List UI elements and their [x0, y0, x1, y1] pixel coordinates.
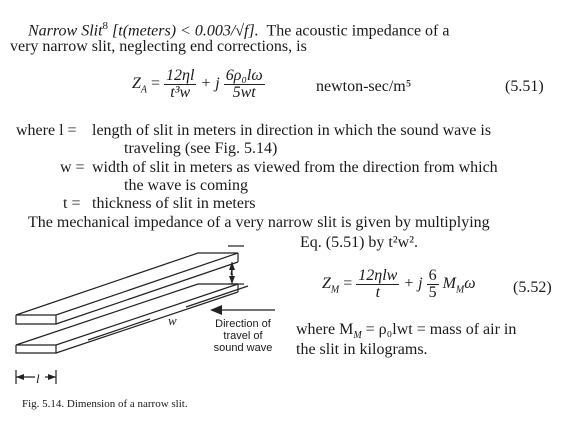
- where-m-line-2: the slit in kilograms.: [296, 341, 428, 358]
- where-m-rest: = ρ₀lwt = mass of air in: [365, 321, 517, 338]
- def-l-text-2: traveling (see Fig. 5.14): [124, 140, 278, 157]
- eq-lhs: Z: [132, 75, 141, 93]
- eq2-lhs: Z: [322, 275, 331, 293]
- eq2-tail-sub: M: [455, 284, 465, 296]
- eq2-tail: M: [442, 275, 456, 293]
- def-l-text-1: length of slit in meters in direction in which the sound wave is: [92, 122, 492, 139]
- equation-5-52: $Z_M$ = $\frac{\text{12ηlw}}{t}$ + j $\frac{6}{5}$ $M_M\omega$: [322, 267, 476, 301]
- def-l-symbol: where l =: [16, 122, 77, 139]
- fraction-4-num: 6: [428, 267, 437, 284]
- heading-line-2: very narrow slit, neglecting end corrections, is: [10, 38, 307, 55]
- direction-line-2: travel of: [223, 330, 263, 342]
- footnote-marker: 8: [102, 20, 109, 32]
- lower-plate-front: [16, 345, 56, 353]
- figure-caption: Fig. 5.14. Dimension of a narrow slit.: [22, 398, 188, 410]
- plus-j: + j: [200, 75, 220, 93]
- l-arrow-left: [16, 374, 24, 380]
- fraction-1-num: 12ηl: [166, 67, 195, 84]
- intro-text: The acoustic impedance of a: [266, 22, 450, 40]
- section-title: Narrow Slit: [28, 22, 103, 40]
- label-w: w: [168, 313, 177, 328]
- l-arrow-right: [48, 374, 56, 380]
- plus-j-2: + j: [403, 275, 423, 293]
- where-m-label: where M: [296, 321, 354, 338]
- def-w-symbol: w =: [60, 159, 85, 176]
- eq-lhs-sub: A: [140, 84, 148, 96]
- eq-number-5-51: (5.51): [505, 78, 544, 95]
- equation-5-51: $Z_A$ = $\frac{12\eta l}{\text{t³w}}$ + j $\frac{\text{6ρ₀lω}}{5wt}$: [132, 67, 263, 101]
- eq-number-5-52: (5.52): [513, 279, 552, 296]
- eq2-lhs-sub: M: [330, 284, 340, 296]
- def-t-symbol: t =: [63, 195, 81, 212]
- def-w-text-1: width of slit in meters as viewed from the direction from which: [92, 159, 498, 176]
- direction-line-3: sound wave: [213, 342, 273, 354]
- fraction-2-num: 6ρ₀lω: [225, 67, 263, 84]
- label-t: t: [230, 263, 234, 278]
- def-t-text: thickness of slit in meters: [92, 195, 256, 212]
- fraction-4-den: 5: [428, 284, 437, 301]
- eq2-tail-end: ω: [464, 275, 476, 293]
- mech-line-2: Eq. (5.51) by t²w².: [300, 234, 419, 251]
- fraction-1-den: t³w: [170, 84, 191, 101]
- condition: [t(meters) < 0.003/√f].: [112, 22, 259, 40]
- label-l: l: [36, 371, 40, 386]
- direction-line-1: Direction of: [215, 318, 271, 330]
- direction-arrow-head: [210, 305, 222, 315]
- fraction-3-num: 12ηlw: [358, 267, 398, 284]
- w-dim-left: [88, 319, 150, 340]
- upper-plate-front: [16, 315, 56, 324]
- fraction-3-den: t: [375, 284, 381, 301]
- w-dim-right: [186, 286, 248, 307]
- where-m-sub: M: [353, 330, 362, 342]
- mech-line-1: The mechanical impedance of a very narrow slit is given by multiplying: [28, 214, 490, 231]
- units: newton-sec/m⁵: [316, 78, 412, 95]
- def-w-text-2: the wave is coming: [124, 177, 248, 194]
- direction-label: [208, 318, 278, 354]
- fraction-2-den: 5wt: [232, 84, 256, 101]
